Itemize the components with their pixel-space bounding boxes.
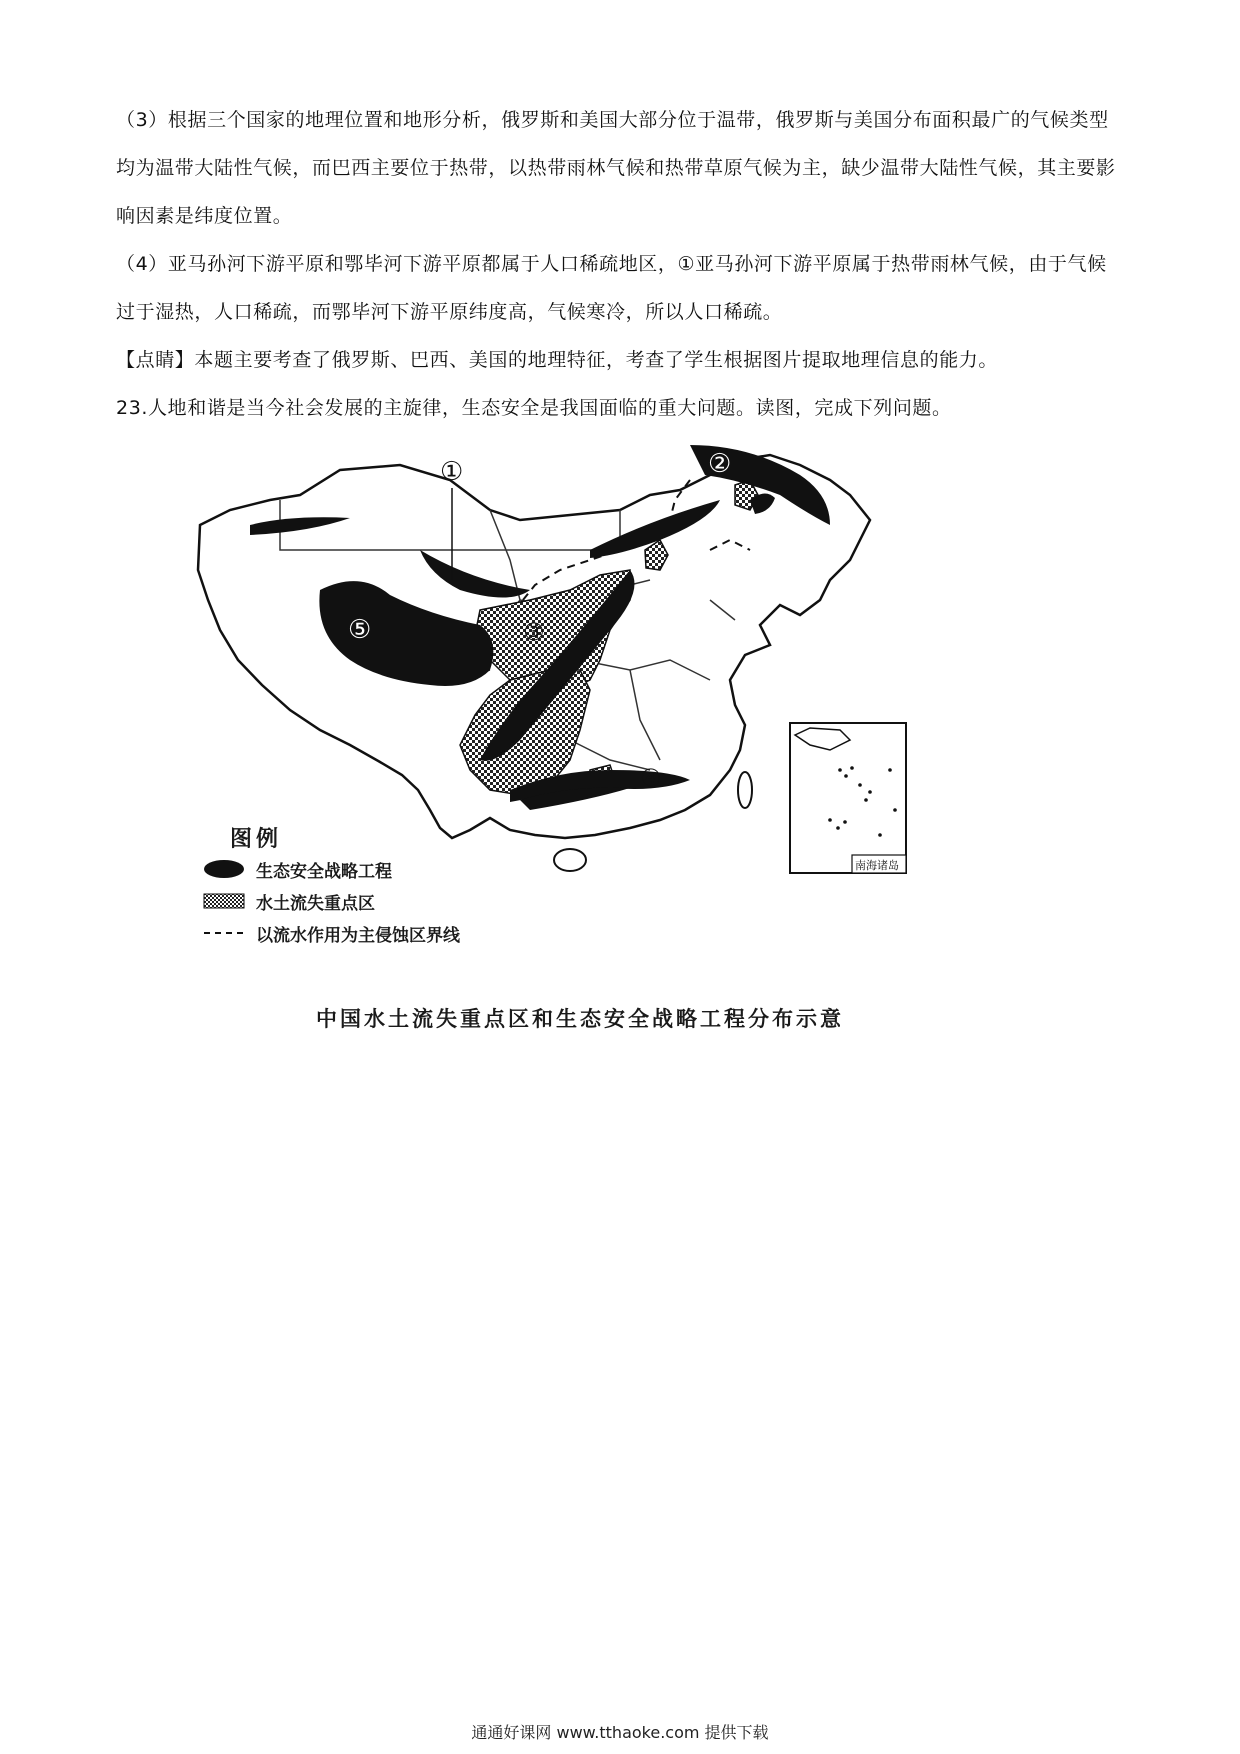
inset-frame	[790, 723, 906, 873]
legend-item-eco-project	[200, 853, 560, 885]
legend-title: 图例	[230, 826, 283, 852]
legend-label-soil-erosion: 水土流失重点区	[256, 893, 375, 914]
question-23-stem: 23.人地和谐是当今社会发展的主旋律，生态安全是我国面临的重大问题。读图，完成下列问题。	[116, 397, 952, 419]
map-caption: 中国水土流失重点区和生态安全战略工程分布示意	[316, 1006, 844, 1031]
legend-label-eco-project: 生态安全战略工程	[256, 861, 392, 882]
dashed-line-icon	[200, 922, 248, 944]
taiwan-island	[738, 772, 752, 808]
legend-label-boundary: 以流水作用为主侵蚀区界线	[256, 925, 460, 946]
key-point-note: 【点睛】本题主要考查了俄罗斯、巴西、美国的地理特征，考查了学生根据图片提取地理信息的能力。	[116, 349, 999, 371]
map-label-2: ②	[708, 449, 732, 479]
legend-item-soil-erosion	[200, 885, 560, 917]
map-legend	[200, 822, 560, 949]
map-label-1: ①	[440, 457, 464, 487]
map-label-3: ③	[523, 618, 545, 646]
page-footer: 通通好课网 www.tthaoke.com 提供下载	[471, 1723, 769, 1742]
black-blob-icon	[200, 858, 248, 880]
answer-paragraph-4: （4）亚马孙河下游平原和鄂毕河下游平原都属于人口稀疏地区，①亚马孙河下游平原属于热带雨林气候，由于气候过于湿热，人口稀疏，而鄂毕河下游平原纬度高，气候寒冷，所以人口稀疏。	[116, 253, 1107, 323]
legend-item-boundary	[200, 917, 560, 949]
hatched-box-icon	[200, 890, 248, 912]
map-label-5: ⑤	[348, 615, 372, 645]
inset-label: 南海诸岛	[855, 859, 899, 872]
map-label-4: ④	[640, 764, 662, 792]
answer-paragraph-3: （3）根据三个国家的地理位置和地形分析，俄罗斯和美国大部分位于温带，俄罗斯与美国分布面积最广的气候类型均为温带大陆性气候，而巴西主要位于热带，以热带雨林气候和热带草原气候为主，缺少温带大陆性气候，其主要影响因素是纬度位置。	[116, 109, 1116, 227]
